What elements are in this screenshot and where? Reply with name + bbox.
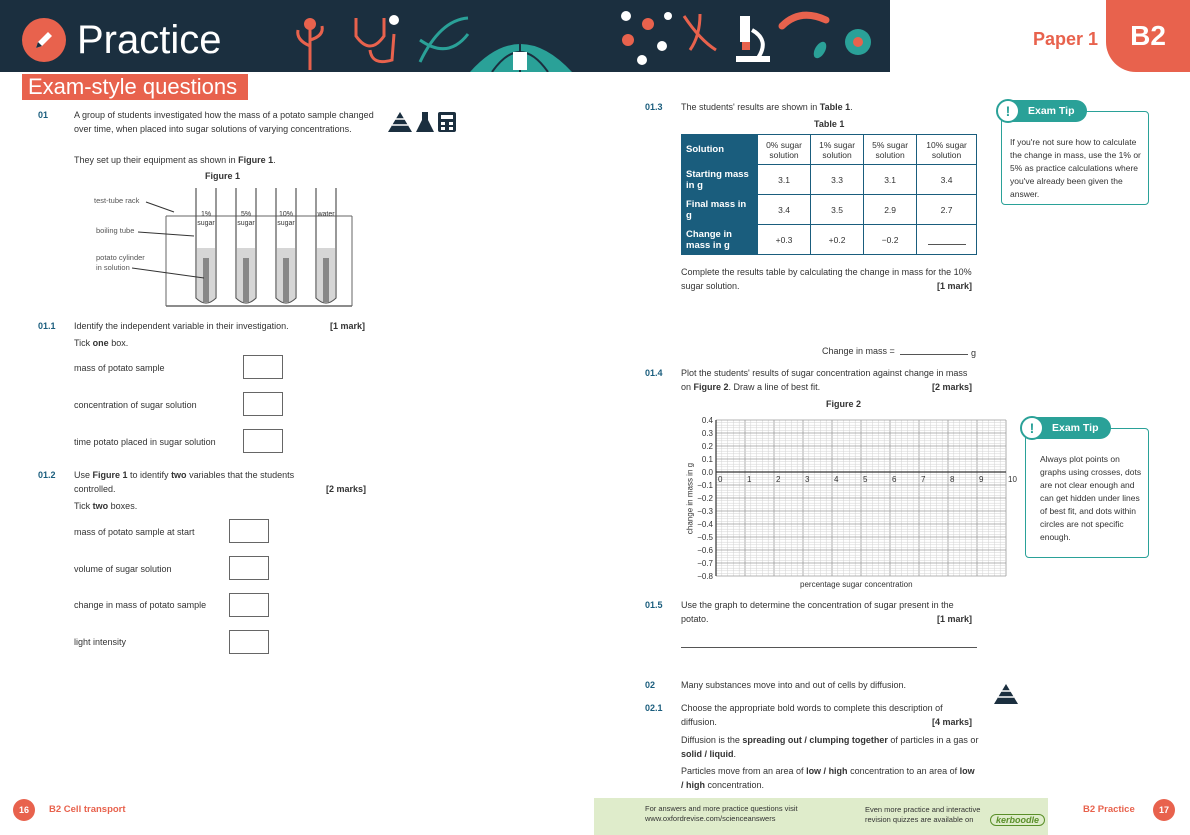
exam-tip-heading: Exam Tip xyxy=(1022,417,1111,439)
footer-practice-link[interactable]: B2 Practice xyxy=(1083,804,1135,815)
row-label: Final mass in g xyxy=(682,195,758,225)
option-label: volume of sugar solution xyxy=(74,564,172,574)
instruction: Tick one box. xyxy=(74,338,129,348)
tube-label: 10% sugar xyxy=(277,211,295,227)
figure2-title: Figure 2 xyxy=(826,399,862,409)
x-tick-label: 6 xyxy=(892,475,897,484)
question-text: Use Figure 1 to identify two variables that the students controlled. xyxy=(74,470,295,494)
question-text: Choose the appropriate bold words to complete this description of diffusion. xyxy=(681,703,943,727)
option-label: mass of potato sample at start xyxy=(74,527,195,537)
dna-small-icon xyxy=(684,14,716,50)
question-number: 01.1 xyxy=(38,321,56,331)
microscope-icon xyxy=(736,16,770,62)
exclamation-icon: ! xyxy=(1020,416,1044,440)
y-tick-label: −0.4 xyxy=(697,520,713,529)
question-text: Plot the students' results of sugar concentration against change in mass on Figure 2. Draw a line of best fit. xyxy=(681,368,968,392)
x-tick-label: 3 xyxy=(805,475,810,484)
choice-words[interactable]: low / high xyxy=(806,766,848,776)
difficulty-icons xyxy=(386,110,458,136)
x-tick-label: 7 xyxy=(921,475,926,484)
figure1-title: Figure 1 xyxy=(205,171,241,181)
table-cell: 3.4 xyxy=(917,165,977,195)
label-rack: test-tube rack xyxy=(94,196,140,205)
y-tick-label: −0.5 xyxy=(697,533,713,542)
tube-label: 5% sugar xyxy=(237,211,255,227)
y-tick-label: −0.2 xyxy=(697,494,713,503)
y-tick-label: −0.6 xyxy=(697,546,713,555)
table-cell: 2.9 xyxy=(864,195,917,225)
marks-label: [1 mark] xyxy=(937,614,973,624)
marks-label: [1 mark] xyxy=(330,321,366,331)
x-tick-label: 10 xyxy=(1008,475,1017,484)
question-text: A group of students investigated how the mass of a potato sample changed over time, when placed into sugar solutions of varying concentrations. xyxy=(74,110,374,134)
pyramid-icon xyxy=(992,682,1020,708)
y-tick-label: −0.8 xyxy=(697,572,713,581)
cells-icon xyxy=(621,11,672,65)
table-cell: 3.1 xyxy=(864,165,917,195)
table-cell: −0.2 xyxy=(864,225,917,255)
choice-words[interactable]: low / high xyxy=(681,766,975,790)
table-header-row xyxy=(682,135,977,165)
answer-line[interactable] xyxy=(681,647,977,648)
table-row xyxy=(682,165,977,195)
x-tick-label: 8 xyxy=(950,475,955,484)
exam-tip-text: If you're not sure how to calculate the change in mass, use the 1% or 5% as practice calculations where you've already been given the answer. xyxy=(1010,137,1141,199)
question-text: The students' results are shown in Table 1. xyxy=(681,102,853,112)
label-potato-2: in solution xyxy=(96,263,130,272)
exclamation-icon: ! xyxy=(996,99,1020,123)
marks-label: [1 mark] xyxy=(937,281,973,291)
table-cell: +0.3 xyxy=(758,225,811,255)
question-text: Many substances move into and out of cells by diffusion. xyxy=(681,680,906,690)
tube-label: water xyxy=(317,211,335,218)
paper-label: Paper 1 xyxy=(1033,29,1099,49)
marks-label: [2 marks] xyxy=(326,484,367,494)
instruction: Tick two boxes. xyxy=(74,501,138,511)
plant-icon xyxy=(298,26,323,70)
exam-tip xyxy=(1001,103,1149,205)
y-axis-label: change in mass in g xyxy=(685,462,695,535)
choice-words[interactable]: spreading out / clumping together xyxy=(742,735,888,745)
section-subtitle: Exam-style questions xyxy=(22,74,248,100)
exam-tip xyxy=(1025,420,1149,558)
y-tick-label: 0.1 xyxy=(701,455,713,464)
x-tick-label: 2 xyxy=(776,475,781,484)
table-cell: 3.4 xyxy=(758,195,811,225)
x-tick-label: 4 xyxy=(834,475,839,484)
option-label: concentration of sugar solution xyxy=(74,400,197,410)
flask-icon xyxy=(416,112,434,132)
apparatus-drawing xyxy=(90,186,380,314)
potato-cylinder xyxy=(323,258,329,302)
figure2-chart[interactable] xyxy=(670,410,1020,594)
x-tick-label: 1 xyxy=(747,475,752,484)
x-tick-label: 9 xyxy=(979,475,984,484)
y-tick-label: −0.7 xyxy=(697,559,713,568)
x-tick-label: 0 xyxy=(718,475,723,484)
tick-box[interactable] xyxy=(243,355,283,379)
dna-icon xyxy=(420,18,468,62)
results-table xyxy=(681,134,977,255)
y-tick-label: 0.0 xyxy=(701,468,713,477)
answer-line[interactable] xyxy=(900,354,968,355)
answer-unit: g xyxy=(971,348,977,358)
table-cell: 2.7 xyxy=(917,195,977,225)
table-header-cell: Solution xyxy=(682,135,758,165)
question-text: Use the graph to determine the concentration of sugar present in the potato. xyxy=(681,600,954,624)
table-header-cell: 5% sugar solution xyxy=(864,135,917,165)
question-number: 01.5 xyxy=(645,600,663,610)
y-tick-label: −0.3 xyxy=(697,507,713,516)
question-number: 02.1 xyxy=(645,703,663,713)
greenhouse-icon xyxy=(470,28,572,72)
table-cell: 3.3 xyxy=(811,165,864,195)
page-number-right: 17 xyxy=(1153,799,1175,821)
table1-title: Table 1 xyxy=(814,119,845,129)
label-tube: boiling tube xyxy=(96,226,135,235)
page-title: Practice xyxy=(77,18,222,62)
pyramid-icon xyxy=(388,112,412,132)
table-cell: 3.5 xyxy=(811,195,864,225)
tick-box[interactable] xyxy=(229,593,269,617)
calculator-icon xyxy=(438,112,456,132)
marks-label: [4 marks] xyxy=(932,717,973,727)
bacteria-icon xyxy=(782,15,871,60)
footer-kerboodle-text: Even more practice and interactive revision quizzes are available on xyxy=(865,805,981,824)
option-label: light intensity xyxy=(74,637,127,647)
tick-box[interactable] xyxy=(243,392,283,416)
label-potato-1: potato cylinder xyxy=(96,253,145,262)
marks-label: [2 marks] xyxy=(932,382,973,392)
topic-tab: B2 xyxy=(1106,0,1190,72)
diffusion-sentence-1: Diffusion is the spreading out / clumping together of particles in a gas or solid / liquid. xyxy=(681,735,979,759)
option-label: change in mass of potato sample xyxy=(74,600,207,610)
stethoscope-icon xyxy=(356,18,394,62)
y-tick-label: 0.4 xyxy=(701,416,713,425)
option-label: mass of potato sample xyxy=(74,363,165,373)
question-number: 01.3 xyxy=(645,102,663,112)
y-tick-label: 0.2 xyxy=(701,442,713,451)
row-label: Change in mass in g xyxy=(682,225,758,255)
question-number: 01 xyxy=(38,110,49,120)
pencil-icon xyxy=(22,18,66,62)
table-row xyxy=(682,195,977,225)
answer-cell[interactable] xyxy=(917,225,977,255)
question-number: 02 xyxy=(645,680,656,690)
setup-text: They set up their equipment as shown in Figure 1. xyxy=(74,155,276,165)
table-header-cell: 1% sugar solution xyxy=(811,135,864,165)
potato-cylinder xyxy=(283,258,289,302)
table-header-cell: 0% sugar solution xyxy=(758,135,811,165)
diffusion-sentence-2: Particles move from an area of low / high concentration to an area of low / high concentration. xyxy=(681,766,975,790)
potato-cylinder xyxy=(243,258,249,302)
y-tick-label: 0.3 xyxy=(701,429,713,438)
tick-box[interactable] xyxy=(243,429,283,453)
row-label: Starting mass in g xyxy=(682,165,758,195)
table-cell: 3.1 xyxy=(758,165,811,195)
tube-label: 1% sugar xyxy=(197,211,215,227)
x-tick-label: 5 xyxy=(863,475,868,484)
question-text: Identify the independent variable in their investigation. xyxy=(74,321,289,331)
question-text: Complete the results table by calculating the change in mass for the 10% sugar solution. xyxy=(681,267,972,291)
footer-answers-text[interactable]: For answers and more practice questions visit www.oxfordrevise.com/scienceanswers xyxy=(645,804,798,823)
table-header-cell: 10% sugar solution xyxy=(917,135,977,165)
question-number: 01.2 xyxy=(38,470,56,480)
page-number-left: 16 xyxy=(13,799,35,821)
choice-words[interactable]: solid / liquid xyxy=(681,749,734,759)
tick-box[interactable] xyxy=(229,630,269,654)
option-label: time potato placed in sugar solution xyxy=(74,437,216,447)
potato-cylinder xyxy=(203,258,209,302)
table-row xyxy=(682,225,977,255)
tick-box[interactable] xyxy=(229,556,269,580)
figure1-apparatus xyxy=(90,186,380,314)
table-cell: +0.2 xyxy=(811,225,864,255)
question-number: 01.4 xyxy=(645,368,663,378)
exam-tip-heading: Exam Tip xyxy=(998,100,1087,122)
y-tick-label: −0.1 xyxy=(697,481,713,490)
x-axis-label: percentage sugar concentration xyxy=(800,580,913,589)
kerboodle-logo[interactable]: kerboodle xyxy=(990,814,1045,826)
graph-grid[interactable] xyxy=(670,410,1020,594)
tick-box[interactable] xyxy=(229,519,269,543)
answer-label: Change in mass = xyxy=(822,346,895,356)
exam-tip-text: Always plot points on graphs using crosses, dots are not clear enough and can get hidden under lines of best fit, and dots within circles are not specific enough. xyxy=(1040,454,1142,542)
footer-chapter-link[interactable]: B2 Cell transport xyxy=(49,804,126,815)
